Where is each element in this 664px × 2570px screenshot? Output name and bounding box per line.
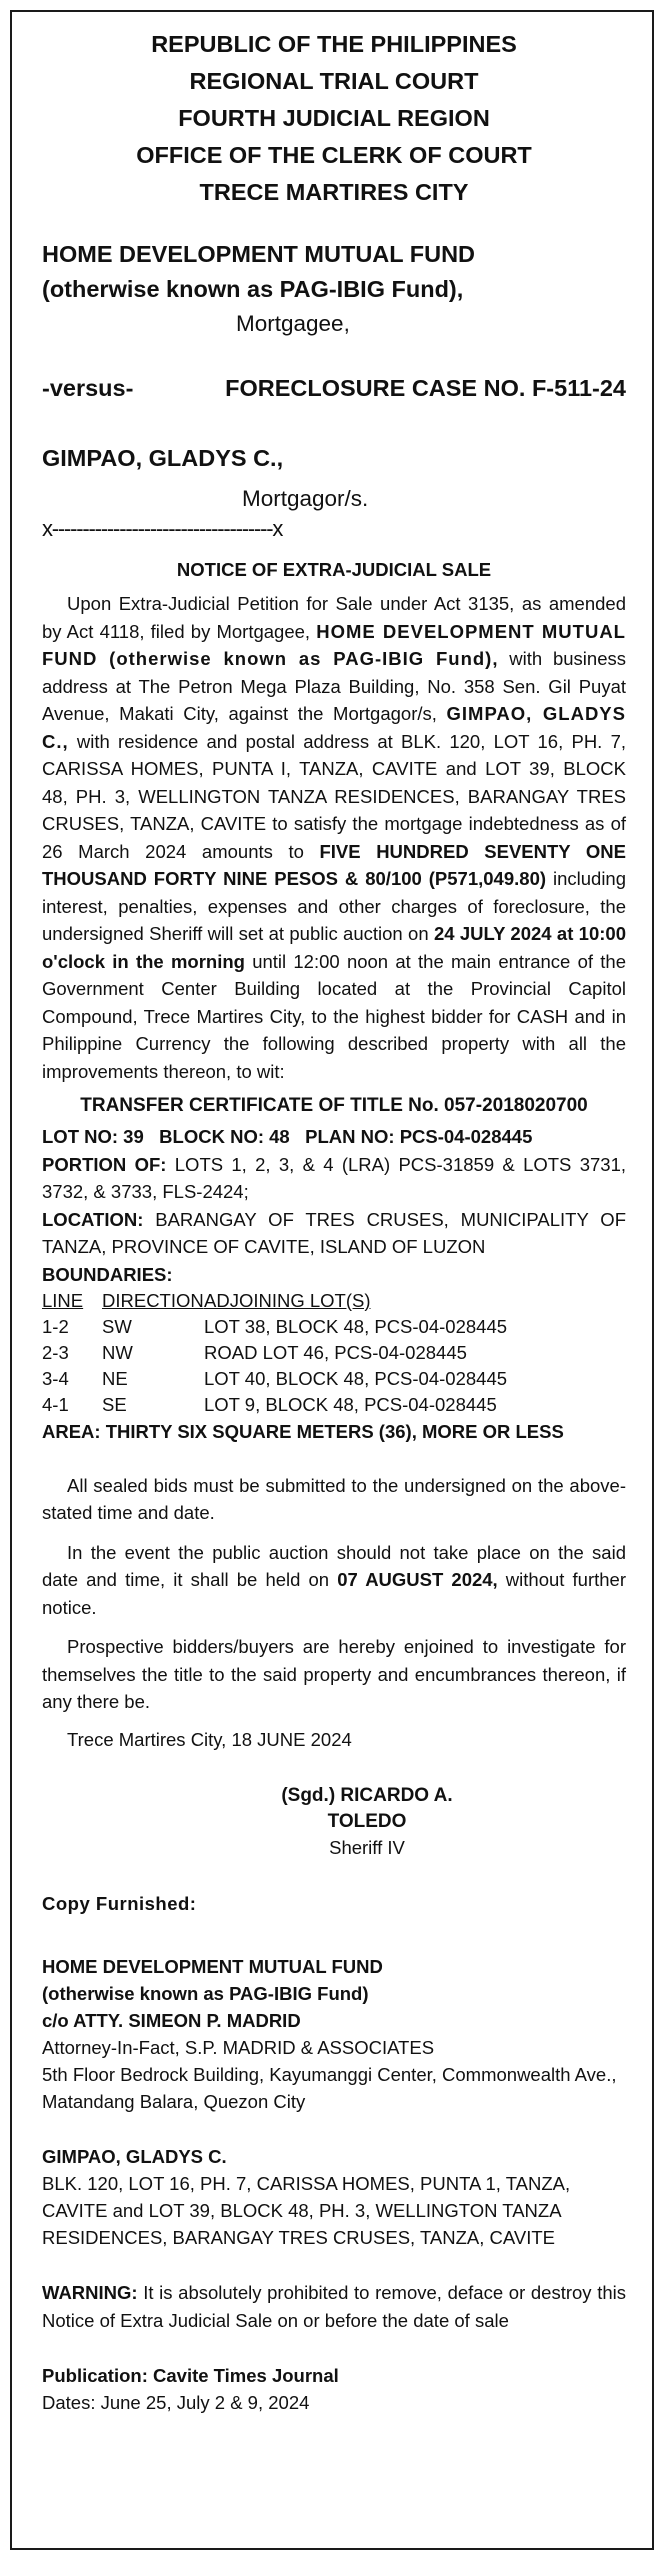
portion-of (42, 1151, 626, 1206)
versus-row (42, 371, 626, 405)
header-court: REGIONAL TRIAL COURT (189, 68, 479, 94)
caption-separator: x------------------------------------x (42, 518, 283, 540)
investigate-paragraph: Prospective bidders/buyers are hereby enjoined to investigate for themselves the title to the said property and encumbrances thereon, if any there be. (42, 1636, 626, 1712)
portion-label: PORTION OF: (42, 1153, 167, 1175)
table-row (42, 1314, 507, 1340)
boundaries-label: BOUNDARIES: (42, 1263, 173, 1285)
body-text: In the event the public auction should not take place on the said date and time, it shall be held on (42, 1541, 626, 1590)
debt-amount: FIVE HUNDRED SEVENTY ONE THOUSAND FORTY NINE PESOS & 80/100 (P571,049.80) (42, 840, 626, 889)
location-value: BARANGAY OF TRES CRUSES, MUNICIPALITY OF TANZA, PROVINCE OF CAVITE, ISLAND OF LUZON (42, 1208, 626, 1257)
header-city: TRECE MARTIRES CITY (199, 179, 469, 205)
header-adjoining: ADJOINING LOT(S) (204, 1290, 371, 1311)
lot-line: LOT NO: 39 BLOCK NO: 48 PLAN NO: PCS-04-028445 (42, 1126, 533, 1147)
recipient-mortgagor (42, 2143, 626, 2251)
body-text: until 12:00 noon at the main entrance of the Government Center Building located at the Provincial Capitol Compound, Trece Martires City, to the highest bidder for CASH and in Philippine Currency the following described property with all the improvements thereon, to wit: (42, 950, 626, 1082)
date-line: Trece Martires City, 18 JUNE 2024 (67, 1728, 352, 1750)
table-row (42, 1366, 507, 1392)
body-text: with residence and postal address at BLK. 120, LOT 16, PH. 7, CARISSA HOMES, PUNTA I, TANZA, CAVITE and LOT 39, BLOCK 48, PH. 3, WELLINGTON TANZA RESIDENCES, BARANGAY TRES CRUSES, TANZA, CAVITE to satisfy the mortgage indebtedness as of 26 March 2024 amounts to (42, 730, 626, 862)
boundary-line: 1-2 (42, 1316, 69, 1337)
boundaries-header-row (42, 1288, 507, 1314)
boundary-lot: LOT 40, BLOCK 48, PCS-04-028445 (204, 1368, 508, 1389)
location (42, 1206, 626, 1261)
table-row (42, 1392, 507, 1418)
recipient-address: 5th Floor Bedrock Building, Kayumanggi Center, Commonwealth Ave., Matandang Balara, Quezon City (42, 2064, 617, 2112)
header-office: OFFICE OF THE CLERK OF COURT (136, 142, 532, 168)
recipient-address: BLK. 120, LOT 16, PH. 7, CARISSA HOMES, PUNTA 1, TANZA, CAVITE and LOT 39, BLOCK 48, PH. 3, WELLINGTON TANZA RESIDENCES, BARANGAY TRES CRUSES, TANZA, CAVITE (42, 2173, 571, 2248)
body-text: without further notice. (42, 1569, 626, 1618)
recipient-mortgagee (42, 1953, 626, 2115)
copy-furnished-label: Copy Furnished: (42, 1893, 197, 1914)
notice-body (42, 590, 626, 1085)
body-text: including interest, penalties, expenses and other charges of foreclosure, the undersigned Sheriff will set at public auction on (42, 868, 627, 944)
portion-value: LOTS 1, 2, 3, & 4 (LRA) PCS-31859 & LOTS 3731, 3732, & 3733, FLS-2424; (42, 1153, 626, 1202)
recipient-name: HOME DEVELOPMENT MUTUAL FUND (42, 1956, 383, 1977)
reschedule-paragraph (42, 1539, 626, 1622)
boundary-line: 2-3 (42, 1342, 69, 1363)
auction-datetime: 24 JULY 2024 at 10:00 o'clock in the morning (42, 923, 626, 972)
publication-block (42, 2362, 626, 2416)
case-caption (42, 237, 626, 540)
header-region: FOURTH JUDICIAL REGION (178, 105, 490, 131)
tct-number: TRANSFER CERTIFICATE OF TITLE No. 057-2018020700 (80, 1095, 588, 1116)
boundary-line: 4-1 (42, 1394, 69, 1415)
boundary-line: 3-4 (42, 1368, 69, 1389)
boundary-direction: SW (102, 1316, 132, 1337)
location-label: LOCATION: (42, 1208, 144, 1230)
plaintiff-aka: (otherwise known as PAG-IBIG Fund), (42, 276, 464, 302)
property-description (42, 1123, 626, 1446)
header-republic: REPUBLIC OF THE PHILIPPINES (151, 31, 517, 57)
body-text: with business address at The Petron Mega Plaza Building, No. 358 Sen. Gil Puyat Avenue, Makati City, against the Mortgagor/s, (42, 648, 626, 724)
defendant-name: GIMPAO, GLADYS C., (42, 445, 284, 471)
plaintiff-role: Mortgagee, (236, 311, 350, 336)
warning-text: It is absolutely prohibited to remove, deface or destroy this Notice of Extra Judicial Sale on or before the date of sale (42, 2282, 626, 2331)
publication-dates: Dates: June 25, July 2 & 9, 2024 (42, 2392, 310, 2413)
warning-label: WARNING: (42, 2282, 138, 2303)
publication-name: Publication: Cavite Times Journal (42, 2365, 339, 2386)
header-line: LINE (42, 1290, 84, 1311)
table-row (42, 1340, 507, 1366)
sheriff-title: Sheriff IV (329, 1837, 405, 1858)
recipient-aka: (otherwise known as PAG-IBIG Fund) (42, 1983, 369, 2004)
area-line: AREA: THIRTY SIX SQUARE METERS (36), MORE OR LESS (42, 1421, 564, 1442)
recipient-attention: c/o ATTY. SIMEON P. MADRID (42, 2010, 301, 2031)
defendant-role: Mortgagor/s. (242, 486, 369, 511)
recipient-firm: Attorney-In-Fact, S.P. MADRID & ASSOCIATES (42, 2037, 435, 2058)
body-text: Upon Extra-Judicial Petition for Sale under Act 3135, as amended by Act 4118, filed by Mortgagee, (42, 593, 626, 642)
boundary-lot: LOT 38, BLOCK 48, PCS-04-028445 (204, 1316, 508, 1337)
signature-block (252, 1783, 482, 1860)
court-header (42, 26, 626, 211)
recipient-name: GIMPAO, GLADYS C. (42, 2146, 227, 2167)
boundary-lot: LOT 9, BLOCK 48, PCS-04-028445 (204, 1394, 497, 1415)
bids-paragraph: All sealed bids must be submitted to the undersigned on the above-stated time and date. (42, 1474, 626, 1523)
warning-paragraph (42, 2279, 626, 2334)
reschedule-date: 07 AUGUST 2024, (337, 1569, 498, 1590)
plaintiff-name: HOME DEVELOPMENT MUTUAL FUND (42, 241, 476, 267)
sheriff-name: (Sgd.) RICARDO A. TOLEDO (281, 1785, 453, 1832)
boundary-direction: SE (102, 1394, 127, 1415)
boundary-direction: NE (102, 1368, 128, 1389)
versus-label: -versus- (42, 375, 134, 401)
mortgagor-name: GIMPAO, GLADYS C., (42, 703, 626, 752)
header-direction: DIRECTION (102, 1290, 204, 1311)
case-number: FORECLOSURE CASE NO. F-511-24 (225, 375, 626, 401)
boundary-lot: ROAD LOT 46, PCS-04-028445 (204, 1342, 467, 1363)
mortgagee-name: HOME DEVELOPMENT MUTUAL FUND (otherwise known as PAG-IBIG Fund), (42, 620, 626, 669)
boundary-direction: NW (102, 1342, 133, 1363)
notice-title: NOTICE OF EXTRA-JUDICIAL SALE (176, 559, 492, 580)
notice-page (10, 10, 654, 2550)
boundaries-table (42, 1288, 507, 1418)
